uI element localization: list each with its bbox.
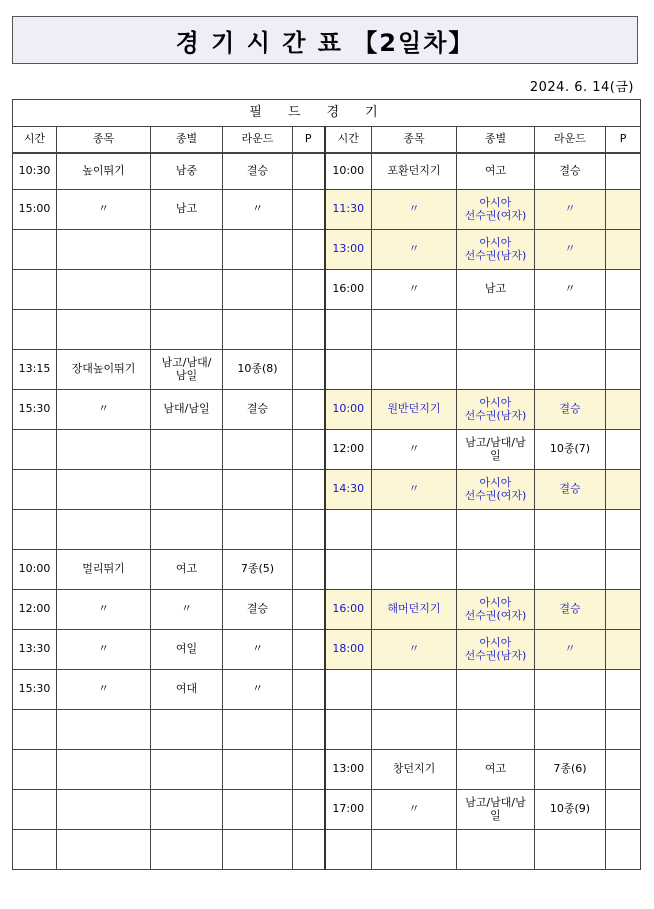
schedule-table <box>12 99 641 870</box>
table-row <box>13 550 641 590</box>
cell-p-right <box>606 710 641 750</box>
cell-category-left <box>151 470 223 510</box>
cell-category-left <box>151 710 223 750</box>
cell-time-right: 12:00 <box>325 430 372 470</box>
cell-p-left <box>293 790 325 830</box>
cell-round-right <box>535 670 606 710</box>
page-title: 경 기 시 간 표 【2일차】 <box>175 28 475 57</box>
cell-round-right <box>535 510 606 550</box>
header-p-right: P <box>606 127 641 153</box>
cell-event-left: 〃 <box>57 590 151 630</box>
header-round-right: 라운드 <box>535 127 606 153</box>
header-p-left: P <box>293 127 325 153</box>
cell-time-right <box>325 310 372 350</box>
cell-p-right <box>606 590 641 630</box>
cell-round-right: 결승 <box>535 590 606 630</box>
header-round-left: 라운드 <box>223 127 293 153</box>
cell-category-left: 〃 <box>151 590 223 630</box>
cell-time-right: 13:00 <box>325 230 372 270</box>
section-title: 필드경기 <box>13 100 641 127</box>
cell-event-left <box>57 750 151 790</box>
cell-event-left <box>57 790 151 830</box>
cell-round-right <box>535 710 606 750</box>
cell-time-left: 15:30 <box>13 670 57 710</box>
cell-time-left: 13:30 <box>13 630 57 670</box>
cell-time-left: 12:00 <box>13 590 57 630</box>
cell-round-left: 결승 <box>223 390 293 430</box>
cell-event-left <box>57 470 151 510</box>
cell-round-left <box>223 310 293 350</box>
cell-p-left <box>293 190 325 230</box>
cell-p-left <box>293 670 325 710</box>
cell-p-left <box>293 270 325 310</box>
cell-time-left: 13:15 <box>13 350 57 390</box>
cell-event-right: 〃 <box>372 190 457 230</box>
cell-event-right: 해머던지기 <box>372 590 457 630</box>
cell-time-right: 18:00 <box>325 630 372 670</box>
cell-round-right: 〃 <box>535 630 606 670</box>
cell-event-left: 높이뛰기 <box>57 154 151 190</box>
cell-round-left: 〃 <box>223 670 293 710</box>
cell-event-right: 〃 <box>372 230 457 270</box>
cell-round-left <box>223 830 293 870</box>
cell-event-right: 〃 <box>372 270 457 310</box>
cell-p-left <box>293 430 325 470</box>
cell-time-right: 10:00 <box>325 390 372 430</box>
cell-p-right <box>606 470 641 510</box>
cell-time-right <box>325 350 372 390</box>
cell-time-right: 14:30 <box>325 470 372 510</box>
cell-round-left <box>223 470 293 510</box>
cell-time-left: 10:30 <box>13 154 57 190</box>
cell-category-right: 여고 <box>457 154 535 190</box>
cell-p-right <box>606 550 641 590</box>
cell-category-left: 남대/남일 <box>151 390 223 430</box>
header-event-left: 종목 <box>57 127 151 153</box>
cell-round-right: 10종(7) <box>535 430 606 470</box>
cell-round-left <box>223 710 293 750</box>
cell-p-right <box>606 430 641 470</box>
cell-round-right: 〃 <box>535 190 606 230</box>
cell-round-right: 7종(6) <box>535 750 606 790</box>
cell-event-left: 〃 <box>57 630 151 670</box>
cell-category-right: 남고 <box>457 270 535 310</box>
cell-category-right <box>457 510 535 550</box>
header-time-left: 시간 <box>13 127 57 153</box>
cell-p-left <box>293 630 325 670</box>
table-row <box>13 270 641 310</box>
table-row <box>13 350 641 390</box>
cell-time-right: 16:00 <box>325 590 372 630</box>
title-box <box>12 16 638 64</box>
table-row <box>13 510 641 550</box>
cell-round-right <box>535 310 606 350</box>
cell-category-right: 아시아 선수권(여자) <box>457 590 535 630</box>
cell-category-right <box>457 550 535 590</box>
cell-round-right <box>535 550 606 590</box>
cell-p-right <box>606 790 641 830</box>
cell-round-right <box>535 350 606 390</box>
cell-round-left <box>223 430 293 470</box>
cell-p-left <box>293 830 325 870</box>
table-row <box>13 710 641 750</box>
cell-p-left <box>293 310 325 350</box>
cell-category-right: 여고 <box>457 750 535 790</box>
date-label: 2024. 6. 14(금) <box>529 80 634 95</box>
cell-event-left: 〃 <box>57 190 151 230</box>
cell-p-left <box>293 390 325 430</box>
cell-event-right: 〃 <box>372 430 457 470</box>
cell-category-left: 남고/남대/ 남일 <box>151 350 223 390</box>
cell-time-right <box>325 510 372 550</box>
table-row <box>13 230 641 270</box>
cell-p-left <box>293 550 325 590</box>
cell-time-left <box>13 750 57 790</box>
cell-p-left <box>293 350 325 390</box>
cell-p-right <box>606 750 641 790</box>
cell-event-left <box>57 430 151 470</box>
cell-p-right <box>606 510 641 550</box>
cell-event-left <box>57 510 151 550</box>
cell-round-right <box>535 830 606 870</box>
cell-category-right <box>457 830 535 870</box>
cell-p-left <box>293 230 325 270</box>
table-row <box>13 630 641 670</box>
cell-category-left <box>151 830 223 870</box>
cell-event-left: 〃 <box>57 390 151 430</box>
cell-category-right: 남고/남대/남 일 <box>457 430 535 470</box>
cell-p-left <box>293 590 325 630</box>
cell-round-left: 결승 <box>223 590 293 630</box>
cell-event-right <box>372 830 457 870</box>
cell-p-right <box>606 350 641 390</box>
cell-category-left <box>151 790 223 830</box>
cell-event-right <box>372 510 457 550</box>
cell-event-right: 포환던지기 <box>372 154 457 190</box>
cell-category-right <box>457 710 535 750</box>
cell-event-left <box>57 830 151 870</box>
cell-event-right <box>372 670 457 710</box>
cell-category-left: 여대 <box>151 670 223 710</box>
cell-event-left <box>57 230 151 270</box>
cell-round-left <box>223 510 293 550</box>
cell-category-right: 아시아 선수권(남자) <box>457 630 535 670</box>
cell-time-right: 16:00 <box>325 270 372 310</box>
cell-category-right: 아시아 선수권(여자) <box>457 470 535 510</box>
cell-p-right <box>606 230 641 270</box>
table-row <box>13 470 641 510</box>
cell-round-left <box>223 230 293 270</box>
cell-time-left: 10:00 <box>13 550 57 590</box>
table-row <box>13 154 641 190</box>
cell-time-right: 10:00 <box>325 154 372 190</box>
cell-round-right: 결승 <box>535 470 606 510</box>
cell-time-left <box>13 710 57 750</box>
header-event-right: 종목 <box>372 127 457 153</box>
cell-event-right <box>372 350 457 390</box>
cell-p-right <box>606 310 641 350</box>
cell-category-left <box>151 430 223 470</box>
cell-time-left <box>13 470 57 510</box>
cell-round-right: 결승 <box>535 154 606 190</box>
cell-event-left <box>57 310 151 350</box>
cell-round-left: 〃 <box>223 630 293 670</box>
cell-time-right <box>325 670 372 710</box>
cell-p-left <box>293 750 325 790</box>
table-row <box>13 790 641 830</box>
cell-p-left <box>293 470 325 510</box>
cell-time-right <box>325 550 372 590</box>
cell-category-right <box>457 670 535 710</box>
cell-time-right: 17:00 <box>325 790 372 830</box>
cell-category-right: 아시아 선수권(남자) <box>457 390 535 430</box>
cell-time-left <box>13 830 57 870</box>
cell-p-right <box>606 830 641 870</box>
cell-round-right: 〃 <box>535 230 606 270</box>
cell-category-left: 남고 <box>151 190 223 230</box>
cell-round-right: 10종(9) <box>535 790 606 830</box>
cell-event-right: 〃 <box>372 790 457 830</box>
cell-category-left: 여고 <box>151 550 223 590</box>
cell-round-right: 〃 <box>535 270 606 310</box>
cell-event-right <box>372 310 457 350</box>
cell-category-left: 여일 <box>151 630 223 670</box>
cell-time-left <box>13 790 57 830</box>
table-row <box>13 190 641 230</box>
cell-round-left: 10종(8) <box>223 350 293 390</box>
cell-category-left <box>151 310 223 350</box>
cell-category-right <box>457 350 535 390</box>
cell-event-left: 〃 <box>57 670 151 710</box>
cell-round-left: 〃 <box>223 190 293 230</box>
cell-round-left: 결승 <box>223 154 293 190</box>
cell-time-left <box>13 310 57 350</box>
cell-event-left <box>57 710 151 750</box>
cell-p-right <box>606 630 641 670</box>
cell-event-left <box>57 270 151 310</box>
header-category-right: 종별 <box>457 127 535 153</box>
cell-p-right <box>606 390 641 430</box>
cell-round-left <box>223 270 293 310</box>
cell-time-right <box>325 710 372 750</box>
header-time-right: 시간 <box>325 127 372 153</box>
cell-time-left <box>13 510 57 550</box>
table-row <box>13 750 641 790</box>
cell-category-right: 아시아 선수권(여자) <box>457 190 535 230</box>
cell-p-right <box>606 270 641 310</box>
cell-p-left <box>293 154 325 190</box>
table-row <box>13 670 641 710</box>
cell-p-left <box>293 710 325 750</box>
cell-time-left <box>13 230 57 270</box>
cell-event-right: 〃 <box>372 630 457 670</box>
cell-p-right <box>606 670 641 710</box>
cell-category-right: 아시아 선수권(남자) <box>457 230 535 270</box>
cell-category-right: 남고/남대/남 일 <box>457 790 535 830</box>
table-row <box>13 830 641 870</box>
table-row <box>13 390 641 430</box>
cell-p-left <box>293 510 325 550</box>
cell-p-right <box>606 154 641 190</box>
cell-time-left: 15:00 <box>13 190 57 230</box>
cell-event-right <box>372 710 457 750</box>
cell-category-right <box>457 310 535 350</box>
header-category-left: 종별 <box>151 127 223 153</box>
cell-event-right <box>372 550 457 590</box>
cell-category-left <box>151 510 223 550</box>
cell-category-left: 남중 <box>151 154 223 190</box>
cell-category-left <box>151 230 223 270</box>
cell-round-left: 7종(5) <box>223 550 293 590</box>
table-row <box>13 430 641 470</box>
cell-round-left <box>223 790 293 830</box>
cell-event-right: 원반던지기 <box>372 390 457 430</box>
cell-round-left <box>223 750 293 790</box>
cell-event-left: 장대높이뛰기 <box>57 350 151 390</box>
cell-time-right: 11:30 <box>325 190 372 230</box>
cell-time-left: 15:30 <box>13 390 57 430</box>
cell-time-left <box>13 430 57 470</box>
cell-event-right: 〃 <box>372 470 457 510</box>
table-row <box>13 310 641 350</box>
cell-time-left <box>13 270 57 310</box>
cell-event-left: 멀리뛰기 <box>57 550 151 590</box>
cell-round-right: 결승 <box>535 390 606 430</box>
cell-time-right: 13:00 <box>325 750 372 790</box>
cell-category-left <box>151 750 223 790</box>
cell-time-right <box>325 830 372 870</box>
cell-event-right: 창던지기 <box>372 750 457 790</box>
cell-p-right <box>606 190 641 230</box>
table-row <box>13 590 641 630</box>
cell-category-left <box>151 270 223 310</box>
